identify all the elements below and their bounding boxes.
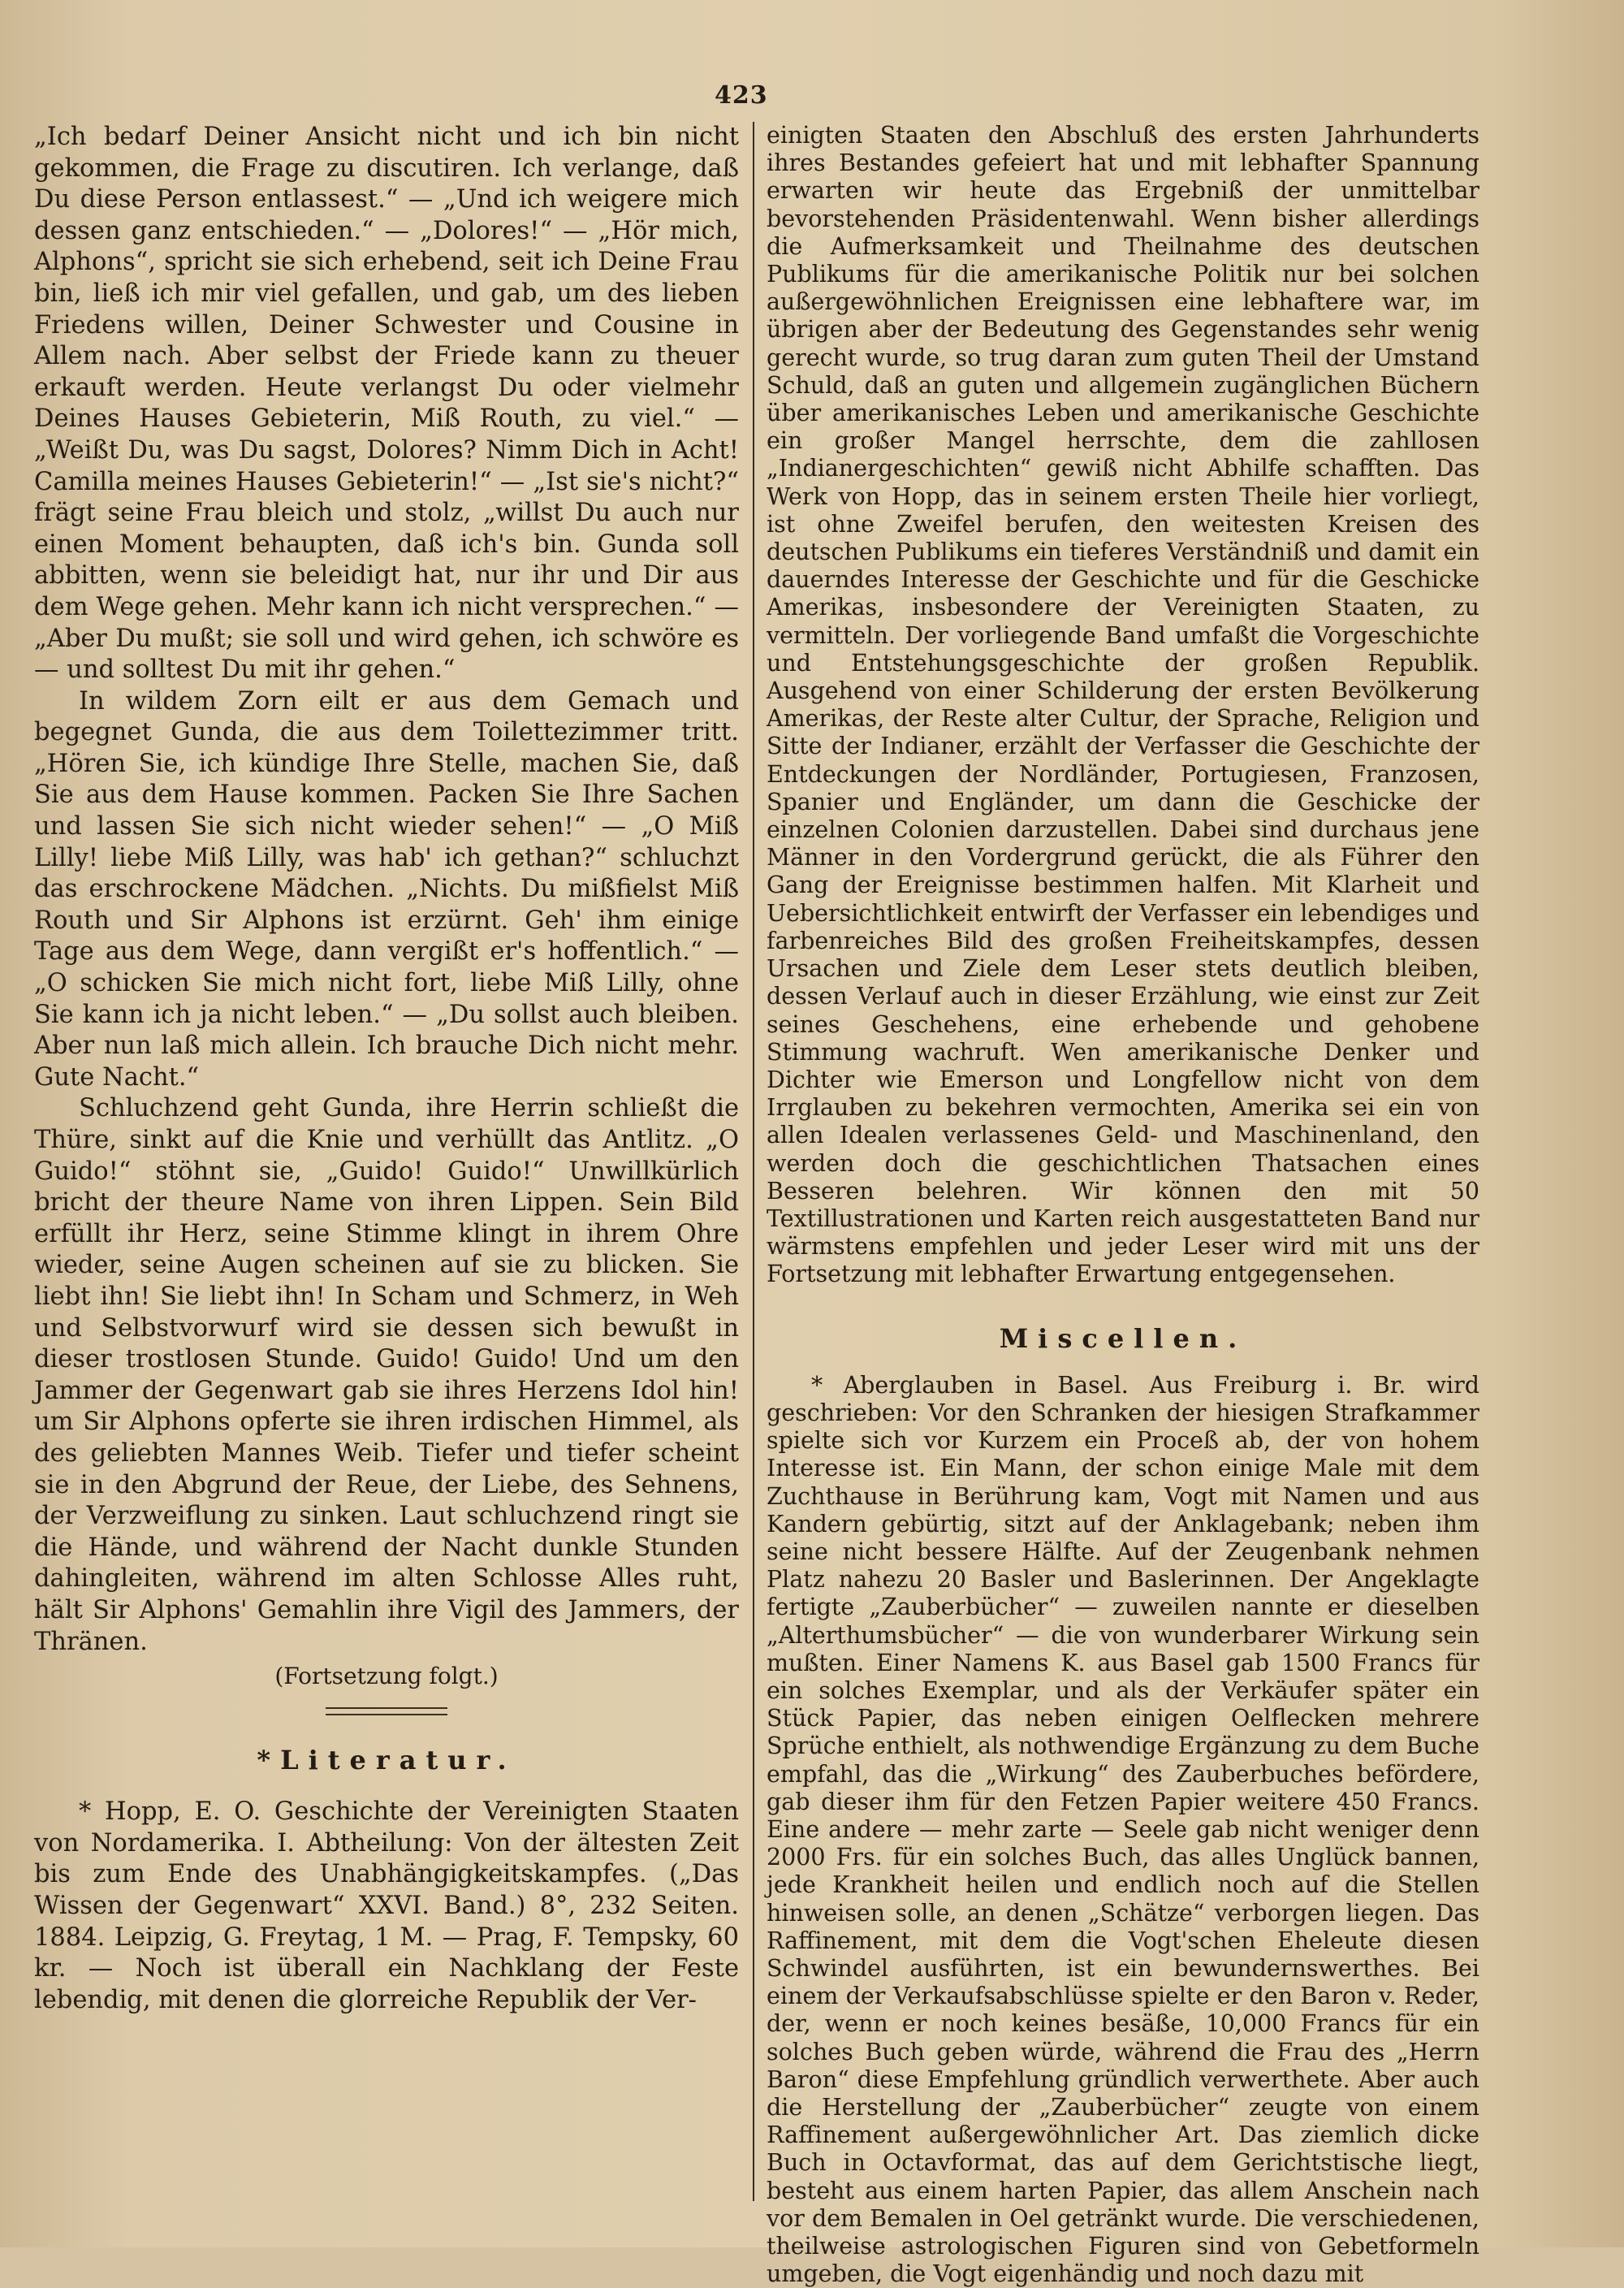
page-number: 423 xyxy=(715,81,768,110)
story-paragraph: Schluchzend geht Gunda, ihre Herrin schließt die Thüre, sinkt auf die Knie und verhüllt das Antlitz. „O Guido!“ stöhnt sie, „Guido! Guido!“ Unwillkürlich bricht der theure Name von ihren Lippen. Sein Bild erfüllt ihr Herz, seine Stimme klingt in ihrem Ohre wieder, seine Augen scheinen auf sie zu blicken. Sie liebt ihn! Sie liebt ihn! In Scham und Schmerz, in Weh und Selbstvorwurf wird sie dessen sich bewußt in dieser trostlosen Stunde. Guido! Guido! Und um den Jammer der Gegenwart gab sie ihres Herzens Idol hin! um Sir Alphons opferte sie ihren irdischen Himmel, als des geliebten Mannes Weib. Tiefer und tiefer scheint sie in den Abgrund der Reue, der Liebe, des Sehnens, der Verzweiflung zu sinken. Laut schluchzend ringt sie die Hände, und während der Nacht dunkle Stunden dahingleiten, während im alten Schlosse Alles ruht, hält Sir Alphons' Gemahlin ihre Vigil des Jammers, der Thränen. xyxy=(34,1094,739,1656)
literatur-continuation: einigten Staaten den Abschluß des ersten Jahrhunderts ihres Bestandes gefeiert hat und mit lebhafter Spannung erwarten wir heute das Ergebniß der unmittelbar bevorstehenden Präsidentenwahl. Wenn bisher allerdings die Aufmerksamkeit und Theilnahme des deutschen Publikums für die amerikanische Politik nur bei solchen außergewöhnlichen Ereignissen eine lebhaftere war, im übrigen aber der Bedeutung des Gegenstandes sehr wenig gerecht wurde, so trug daran zum guten Theil der Umstand Schuld, daß an guten und allgemein zugänglichen Büchern über amerikanisches Leben und amerikanische Geschichte ein großer Mangel herrschte, dem die zahllosen „Indianergeschichten“ gewiß nicht Abhilfe schafften. Das Werk von Hopp, das in seinem ersten Theile hier vorliegt, ist ohne Zweifel berufen, den weitesten Kreisen des deutschen Publikums ein tieferes Verständniß und damit ein dauerndes Interesse der Geschichte und für die Geschicke Amerikas, insbesondere der Vereinigten Staaten, zu vermitteln. Der vorliegende Band umfaßt die Vorgeschichte und Entstehungsgeschichte der großen Republik. Ausgehend von einer Schilderung der ersten Bevölkerung Amerikas, der Reste alter Cultur, der Sprache, Religion und Sitte der Indianer, erzählt der Verfasser die Geschichte der Entdeckungen der Nordländer, Portugiesen, Franzosen, Spanier und Engländer, um dann die Geschicke der einzelnen Colonien darzustellen. Dabei sind durchaus jene Männer in den Vordergrund gerückt, die als Führer den Gang der Ereignisse bestimmen halfen. Mit Klarheit und Uebersichtlichkeit entwirft der Verfasser ein lebendiges und farbenreiches Bild des großen Freiheitskampfes, dessen Ursachen und Ziele dem Leser stets deutlich bleiben, dessen Verlauf auch in dieser Erzählung, wie einst zur Zeit seines Geschehens, eine erhebende und gehobene Stimmung wachruft. Wen amerikanische Denker und Dichter wie Emerson und Longfellow nicht von dem Irrglauben zu bekehren vermochten, Amerika sei ein von allen Idealen verlassenes Geld- und Maschinenland, den werden doch die geschichtlichen Thatsachen eines Besseren belehren. Wir können den mit 50 Textillustrationen und Karten reich ausgestatteten Band nur wärmstens empfehlen und jeder Leser wird mit uns der Fortsetzung mit lebhafter Erwartung entgegensehen. xyxy=(767,122,1479,1288)
left-column xyxy=(34,122,739,2016)
miscellen-heading: Miscellen. xyxy=(999,1322,1247,1354)
literatur-entry: * Hopp, E. O. Geschichte der Vereinigten Staaten von Nordamerika. I. Abtheilung: Von der ältesten Zeit bis zum Ende des Unabhängigkeitskampfes. („Das Wissen der Gegenwart“ XXVI. Band.) 8°, 232 Seiten. 1884. Leipzig, G. Freytag, 1 M. — Prag, F. Tempsky, 60 kr. — Noch ist überall ein Nachklang der Feste lebendig, mit denen die glorreiche Republik der Ver- xyxy=(34,1797,739,2014)
story-paragraph: „Ich bedarf Deiner Ansicht nicht und ich bin nicht gekommen, die Frage zu discutiren. Ich verlange, daß Du diese Person entlassest.“ — „Und ich weigere mich dessen ganz entschieden.“ — „Dolores!“ — „Hör mich, Alphons“, spricht sie sich erhebend, seit ich Deine Frau bin, ließ ich mir viel gefallen, und gab, um des lieben Friedens willen, Deiner Schwester und Cousine in Allem nach. Aber selbst der Friede kann zu theuer erkauft werden. Heute verlangst Du oder vielmehr Deines Hauses Gebieterin, Miß Routh, zu viel.“ — „Weißt Du, was Du sagst, Dolores? Nimm Dich in Acht! Camilla meines Hauses Gebieterin!“ — „Ist sie's nicht?“ frägt seine Frau bleich und stolz, „willst Du auch nur einen Moment behaupten, daß ich's bin. Gunda soll abbitten, wenn sie beleidigt hat, nur ihr und Dir aus dem Wege gehen. Mehr kann ich nicht versprechen.“ — „Aber Du mußt; sie soll und wird gehen, ich schwöre es — und solltest Du mit ihr gehen.“ xyxy=(34,123,739,685)
miscellen-entry: * Aberglauben in Basel. Aus Freiburg i. Br. wird geschrieben: Vor den Schranken der hiesigen Strafkammer spielte sich vor Kurzem ein Proceß ab, der von hohem Interesse ist. Ein Mann, der schon einige Male mit dem Zuchthause in Berührung kam, Vogt mit Namen und aus Kandern gebürtig, sitzt auf der Anklagebank; neben ihm seine nicht bessere Hälfte. Auf der Zeugenbank nehmen Platz nahezu 20 Basler und Baslerinnen. Der Angeklagte fertigte „Zauberbücher“ — zuweilen nannte er dieselben „Alterthumsbücher“ — die von wunderbarer Wirkung sein mußten. Einer Namens K. aus Basel gab 1500 Francs für ein solches Exemplar, und als der Verkäufer später ein Stück Papier, das neben einigen Oelflecken mehrere Sprüche enthielt, als nothwendige Ergänzung zu dem Buche empfahl, das die „Wirkung“ des Zauberbuches befördere, gab dieser ihm für den Fetzen Papier weitere 450 Francs. Eine andere — mehr zarte — Seele gab nicht weniger denn 2000 Frs. für ein solches Buch, das alles Unglück bannen, jede Krankheit heilen und endlich noch auf die Stellen hinweisen solle, an denen „Schätze“ verborgen liegen. Das Raffinement, mit dem die Vogt'schen Eheleute diesen Schwindel ausführten, ist ein bewundernswerthes. Bei einem der Verkaufsabschlüsse spielte er den Baron v. Reder, der, wenn er noch keines besäße, 10,000 Francs für ein solches Buch geben würde, während die Frau des „Herrn Baron“ diese Empfehlung gründlich verwerthete. Aber auch die Herstellung der „Zauberbücher“ zeugte von einem Raffinement außergewöhnlicher Art. Das ziemlich dicke Buch in Octavformat, das auf dem Gerichtstische liegt, besteht aus einem harten Papier, das allem Anschein nach vor dem Bemalen in Oel getränkt wurde. Die verschiedenen, theilweise astrologischen Figuren sind von Gebetformeln umgeben, die Vogt eigenhändig und noch dazu mit xyxy=(767,1371,1479,2288)
right-column xyxy=(767,122,1479,2288)
literatur-heading: *Literatur. xyxy=(257,1744,516,1775)
column-divider xyxy=(753,122,754,2201)
story-paragraph: In wildem Zorn eilt er aus dem Gemach und begegnet Gunda, die aus dem Toilettezimmer tritt. „Hören Sie, ich kündige Ihre Stelle, machen Sie, daß Sie aus dem Hause kommen. Packen Sie Ihre Sachen und lassen Sie sich nicht wieder sehen!“ — „O Miß Lilly! liebe Miß Lilly, was hab' ich gethan?“ schluchzt das erschrockene Mädchen. „Nichts. Du mißfielst Miß Routh und Sir Alphons ist erzürnt. Geh' ihm einige Tage aus dem Wege, dann vergißt er's hoffentlich.“ — „O schicken Sie mich nicht fort, liebe Miß Lilly, ohne Sie kann ich ja nicht leben.“ — „Du sollst auch bleiben. Aber nun laß mich allein. Ich brauche Dich nicht mehr. Gute Nacht.“ xyxy=(34,686,739,1092)
continuation-note: (Fortsetzung folgt.) xyxy=(274,1663,499,1690)
section-separator xyxy=(326,1707,447,1715)
